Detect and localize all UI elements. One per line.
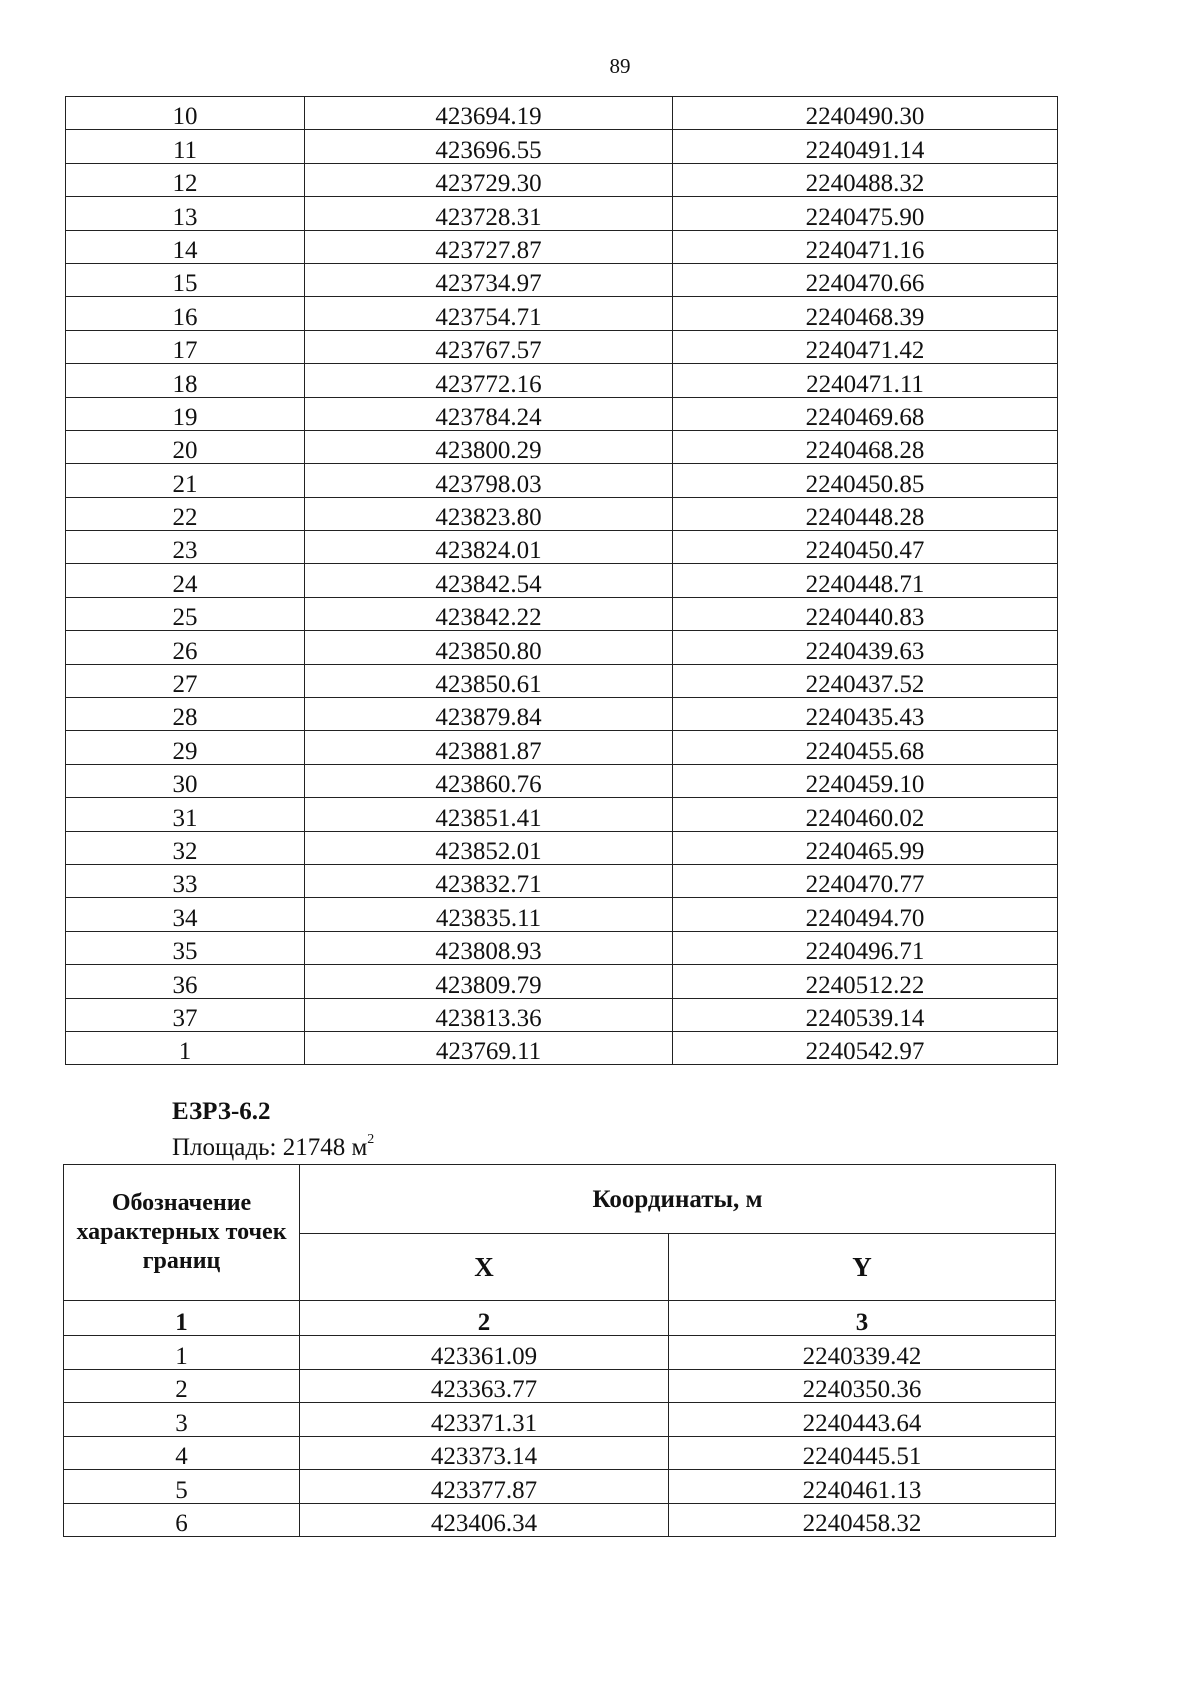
y-coordinate-cell: 2240461.13 (669, 1470, 1056, 1504)
x-coordinate-cell: 423824.01 (305, 531, 673, 564)
y-coordinate-cell: 2240445.51 (669, 1436, 1056, 1470)
y-coordinate-cell: 2240471.11 (673, 364, 1058, 397)
x-coordinate-cell: 423696.55 (305, 130, 673, 163)
x-coordinate-cell: 423881.87 (305, 731, 673, 764)
table-row (64, 1369, 1056, 1403)
point-number-cell: 31 (66, 798, 305, 831)
point-number-cell: 14 (66, 230, 305, 263)
point-number-cell: 24 (66, 564, 305, 597)
x-coordinate-cell: 423754.71 (305, 297, 673, 330)
y-coordinate-cell: 2240458.32 (669, 1503, 1056, 1537)
header-x: X (300, 1234, 669, 1301)
point-number-cell: 36 (66, 965, 305, 998)
x-coordinate-cell: 423363.77 (300, 1369, 669, 1403)
table-row (66, 965, 1058, 998)
y-coordinate-cell: 2240437.52 (673, 664, 1058, 697)
table-row (66, 564, 1058, 597)
table-row (66, 263, 1058, 296)
x-coordinate-cell: 423850.80 (305, 631, 673, 664)
column-number-row (64, 1301, 1056, 1336)
table-row (66, 163, 1058, 196)
y-coordinate-cell: 2240339.42 (669, 1336, 1056, 1370)
table-row (66, 397, 1058, 430)
header-coordinates: Координаты, м (300, 1165, 1056, 1234)
y-coordinate-cell: 2240539.14 (673, 998, 1058, 1031)
page-number: 89 (609, 54, 631, 78)
x-coordinate-cell: 423694.19 (305, 97, 673, 130)
x-coordinate-cell: 423842.22 (305, 597, 673, 630)
x-coordinate-cell: 423377.87 (300, 1470, 669, 1504)
point-number-cell: 18 (66, 364, 305, 397)
point-number-cell: 22 (66, 497, 305, 530)
table-row (66, 898, 1058, 931)
table-row (66, 998, 1058, 1031)
point-number-cell: 35 (66, 931, 305, 964)
y-coordinate-cell: 2240435.43 (673, 698, 1058, 731)
x-coordinate-cell: 423860.76 (305, 764, 673, 797)
point-number-cell: 34 (66, 898, 305, 931)
y-coordinate-cell: 2240450.47 (673, 531, 1058, 564)
point-number-cell: 20 (66, 430, 305, 463)
x-coordinate-cell: 423373.14 (300, 1436, 669, 1470)
table-row (66, 831, 1058, 864)
table-row (64, 1470, 1056, 1504)
x-coordinate-cell: 423371.31 (300, 1403, 669, 1437)
table-row (66, 297, 1058, 330)
x-coordinate-cell: 423769.11 (305, 1031, 673, 1064)
y-coordinate-cell: 2240470.77 (673, 864, 1058, 897)
x-coordinate-cell: 423850.61 (305, 664, 673, 697)
point-number-cell: 21 (66, 464, 305, 497)
point-number-cell: 11 (66, 130, 305, 163)
y-coordinate-cell: 2240494.70 (673, 898, 1058, 931)
area-line (172, 1132, 374, 1162)
x-coordinate-cell: 423729.30 (305, 163, 673, 196)
table-row (66, 1031, 1058, 1064)
table-row (66, 330, 1058, 363)
y-coordinate-cell: 2240491.14 (673, 130, 1058, 163)
table-row (66, 531, 1058, 564)
y-coordinate-cell: 2240443.64 (669, 1403, 1056, 1437)
x-coordinate-cell: 423842.54 (305, 564, 673, 597)
point-number-cell: 5 (64, 1470, 300, 1504)
x-coordinate-cell: 423813.36 (305, 998, 673, 1031)
y-coordinate-cell: 2240475.90 (673, 197, 1058, 230)
point-number-cell: 17 (66, 330, 305, 363)
point-number-cell: 3 (64, 1403, 300, 1437)
point-number-cell: 26 (66, 631, 305, 664)
x-coordinate-cell: 423798.03 (305, 464, 673, 497)
table-row (66, 664, 1058, 697)
y-coordinate-cell: 2240468.28 (673, 430, 1058, 463)
x-coordinate-cell: 423728.31 (305, 197, 673, 230)
table-row (66, 864, 1058, 897)
point-number-cell: 12 (66, 163, 305, 196)
point-number-cell: 28 (66, 698, 305, 731)
table-row (66, 464, 1058, 497)
y-coordinate-cell: 2240488.32 (673, 163, 1058, 196)
section-title: ЕЗРЗ-6.2 (172, 1098, 271, 1125)
y-coordinate-cell: 2240448.71 (673, 564, 1058, 597)
area-unit-superscript: 2 (367, 1132, 375, 1147)
y-coordinate-cell: 2240460.02 (673, 798, 1058, 831)
y-coordinate-cell: 2240468.39 (673, 297, 1058, 330)
coordinates-table-continued (65, 96, 1058, 1065)
point-number-cell: 37 (66, 998, 305, 1031)
x-coordinate-cell: 423784.24 (305, 397, 673, 430)
table-row (66, 764, 1058, 797)
column-number: 3 (669, 1301, 1056, 1336)
x-coordinate-cell: 423361.09 (300, 1336, 669, 1370)
table-row (66, 631, 1058, 664)
x-coordinate-cell: 423823.80 (305, 497, 673, 530)
table-row (66, 798, 1058, 831)
point-number-cell: 10 (66, 97, 305, 130)
table-row (66, 698, 1058, 731)
x-coordinate-cell: 423772.16 (305, 364, 673, 397)
point-number-cell: 13 (66, 197, 305, 230)
y-coordinate-cell: 2240439.63 (673, 631, 1058, 664)
area-label: Площадь: 21748 м (172, 1134, 368, 1161)
table-row (66, 364, 1058, 397)
x-coordinate-cell: 423800.29 (305, 430, 673, 463)
y-coordinate-cell: 2240459.10 (673, 764, 1058, 797)
x-coordinate-cell: 423879.84 (305, 698, 673, 731)
point-number-cell: 25 (66, 597, 305, 630)
x-coordinate-cell: 423851.41 (305, 798, 673, 831)
table-row (66, 597, 1058, 630)
y-coordinate-cell: 2240450.85 (673, 464, 1058, 497)
point-number-cell: 33 (66, 864, 305, 897)
table-row (66, 430, 1058, 463)
point-number-cell: 19 (66, 397, 305, 430)
table-row (66, 731, 1058, 764)
table-row (66, 130, 1058, 163)
point-number-cell: 32 (66, 831, 305, 864)
y-coordinate-cell: 2240455.68 (673, 731, 1058, 764)
point-number-cell: 15 (66, 263, 305, 296)
x-coordinate-cell: 423767.57 (305, 330, 673, 363)
point-number-cell: 4 (64, 1436, 300, 1470)
column-number: 2 (300, 1301, 669, 1336)
point-number-cell: 1 (66, 1031, 305, 1064)
y-coordinate-cell: 2240512.22 (673, 965, 1058, 998)
table-row (64, 1436, 1056, 1470)
table-row (64, 1403, 1056, 1437)
x-coordinate-cell: 423835.11 (305, 898, 673, 931)
x-coordinate-cell: 423727.87 (305, 230, 673, 263)
table-row (66, 197, 1058, 230)
table-row (66, 497, 1058, 530)
y-coordinate-cell: 2240350.36 (669, 1369, 1056, 1403)
x-coordinate-cell: 423734.97 (305, 263, 673, 296)
table-row (64, 1503, 1056, 1537)
header-y: Y (669, 1234, 1056, 1301)
y-coordinate-cell: 2240469.68 (673, 397, 1058, 430)
x-coordinate-cell: 423832.71 (305, 864, 673, 897)
point-number-cell: 16 (66, 297, 305, 330)
header-point-label: Обозначение характерных точек границ (64, 1165, 300, 1301)
point-number-cell: 29 (66, 731, 305, 764)
point-number-cell: 27 (66, 664, 305, 697)
y-coordinate-cell: 2240470.66 (673, 263, 1058, 296)
x-coordinate-cell: 423406.34 (300, 1503, 669, 1537)
x-coordinate-cell: 423808.93 (305, 931, 673, 964)
column-number: 1 (64, 1301, 300, 1336)
y-coordinate-cell: 2240471.16 (673, 230, 1058, 263)
table-row (64, 1336, 1056, 1370)
coordinates-table-body (66, 97, 1058, 1065)
table-row (66, 97, 1058, 130)
point-number-cell: 1 (64, 1336, 300, 1370)
y-coordinate-cell: 2240542.97 (673, 1031, 1058, 1064)
y-coordinate-cell: 2240448.28 (673, 497, 1058, 530)
coordinates-table-body (64, 1301, 1056, 1537)
y-coordinate-cell: 2240471.42 (673, 330, 1058, 363)
y-coordinate-cell: 2240440.83 (673, 597, 1058, 630)
point-number-cell: 2 (64, 1369, 300, 1403)
coordinates-table (63, 1164, 1056, 1537)
y-coordinate-cell: 2240465.99 (673, 831, 1058, 864)
y-coordinate-cell: 2240490.30 (673, 97, 1058, 130)
x-coordinate-cell: 423852.01 (305, 831, 673, 864)
point-number-cell: 30 (66, 764, 305, 797)
y-coordinate-cell: 2240496.71 (673, 931, 1058, 964)
point-number-cell: 23 (66, 531, 305, 564)
point-number-cell: 6 (64, 1503, 300, 1537)
table-row (66, 230, 1058, 263)
x-coordinate-cell: 423809.79 (305, 965, 673, 998)
table-row (66, 931, 1058, 964)
